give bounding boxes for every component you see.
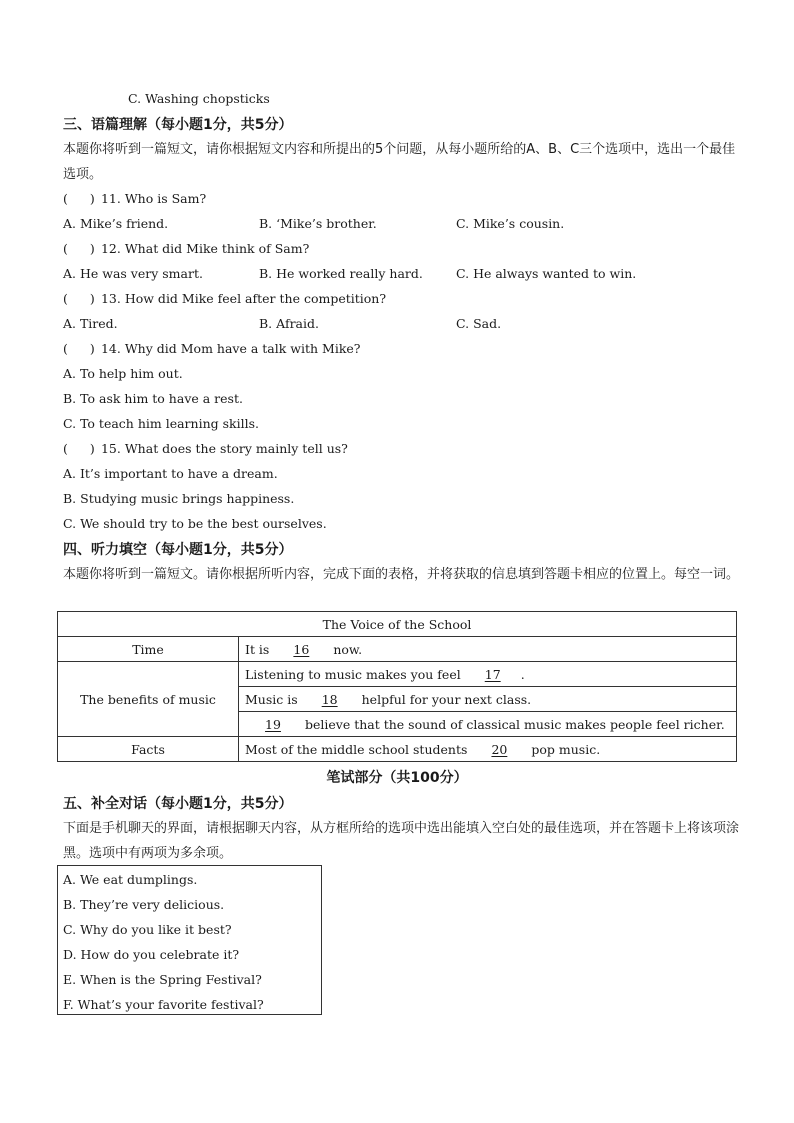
blank-18[interactable]: 18 [321,691,338,707]
q11-option-a: A. Mike’s friend. [63,216,169,231]
section4-instruction: 本题你将听到一篇短文。请你根据所听内容，完成下面的表格，并将获取的信息填到答题卡相应的位置上。每空一词。 [63,567,740,582]
dialogue-option-e: E. When is the Spring Festival? [63,972,262,987]
section3-title: 三、语篇理解（每小题1分，共5分） [63,117,293,133]
row-label-benefits: The benefits of music [58,662,239,737]
question-text: 14. Why did Mom have a talk with Mike? [100,341,361,356]
answer-paren[interactable]: ( ) [63,441,95,456]
question-text: 11. Who is Sam? [100,191,207,206]
benefit-cell-1: Listening to music makes you feel 17 . [239,662,737,687]
q12-option-b: B. He worked really hard. [259,266,423,281]
row-label-time: Time [58,637,239,662]
dialogue-option-a: A. We eat dumplings. [63,872,198,887]
q11-option-b: B. ‘Mike’s brother. [259,216,377,231]
question-text: 12. What did Mike think of Sam? [100,241,310,256]
answer-paren[interactable]: ( ) [63,241,95,256]
question-13 [63,291,386,307]
q15-option-a: A. It’s important to have a dream. [63,466,278,481]
question-text: 15. What does the story mainly tell us? [100,441,348,456]
section5-title: 五、补全对话（每小题1分，共5分） [63,796,293,812]
question-12 [63,241,309,257]
q11-option-c: C. Mike’s cousin. [456,216,565,231]
q14-option-b: B. To ask him to have a rest. [63,391,243,406]
section4-title: 四、听力填空（每小题1分，共5分） [63,542,293,558]
dialogue-option-d: D. How do you celebrate it? [63,947,240,962]
section3-instruction: 本题你将听到一篇短文，请你根据短文内容和所提出的5个问题，从每小题所给的A、B、C三个选项中，选出一个最佳选项。 [63,142,736,182]
benefit-cell-2: Music is 18 helpful for your next class. [239,687,737,712]
benefit-cell-3: 19 believe that the sound of classical music makes people feel richer. [239,712,737,737]
table-row [58,662,737,687]
q12-option-a: A. He was very smart. [63,266,203,281]
blank-20[interactable]: 20 [491,741,508,757]
blank-17[interactable]: 17 [484,666,501,682]
listening-table [57,611,737,762]
q12-option-c: C. He always wanted to win. [456,266,637,281]
blank-16[interactable]: 16 [293,641,310,657]
written-part-title: 笔试部分（共100分） [326,770,468,786]
question-15 [63,441,348,457]
question-text: 13. How did Mike feel after the competition? [100,291,387,306]
q13-option-a: A. Tired. [63,316,118,331]
question-14 [63,341,361,357]
question-11 [63,191,206,207]
table-header: The Voice of the School [58,612,737,637]
q14-option-a: A. To help him out. [63,366,183,381]
q13-option-b: B. Afraid. [259,316,319,331]
q13-option-c: C. Sad. [456,316,502,331]
facts-cell: Most of the middle school students 20 pop music. [239,737,737,762]
blank-19[interactable]: 19 [265,716,281,732]
dialogue-option-b: B. They’re very delicious. [63,897,225,912]
q10-option-c: C. Washing chopsticks [128,91,270,106]
answer-paren[interactable]: ( ) [63,291,95,306]
table-header-row [58,612,737,637]
q14-option-c: C. To teach him learning skills. [63,416,259,431]
answer-paren[interactable]: ( ) [63,191,95,206]
q15-option-c: C. We should try to be the best ourselves. [63,516,327,531]
table-row [58,737,737,762]
options-box [57,865,322,1015]
table-row [58,637,737,662]
dialogue-option-f: F. What’s your favorite festival? [63,997,264,1012]
answer-paren[interactable]: ( ) [63,341,95,356]
q15-option-b: B. Studying music brings happiness. [63,491,295,506]
time-cell: It is 16 now. [239,637,737,662]
row-label-facts: Facts [58,737,239,762]
section5-instruction: 下面是手机聊天的界面，请根据聊天内容，从方框所给的选项中选出能填入空白处的最佳选项，并在答题卡上将该项涂黑。选项中有两项为多余项。 [63,821,740,861]
dialogue-option-c: C. Why do you like it best? [63,922,232,937]
